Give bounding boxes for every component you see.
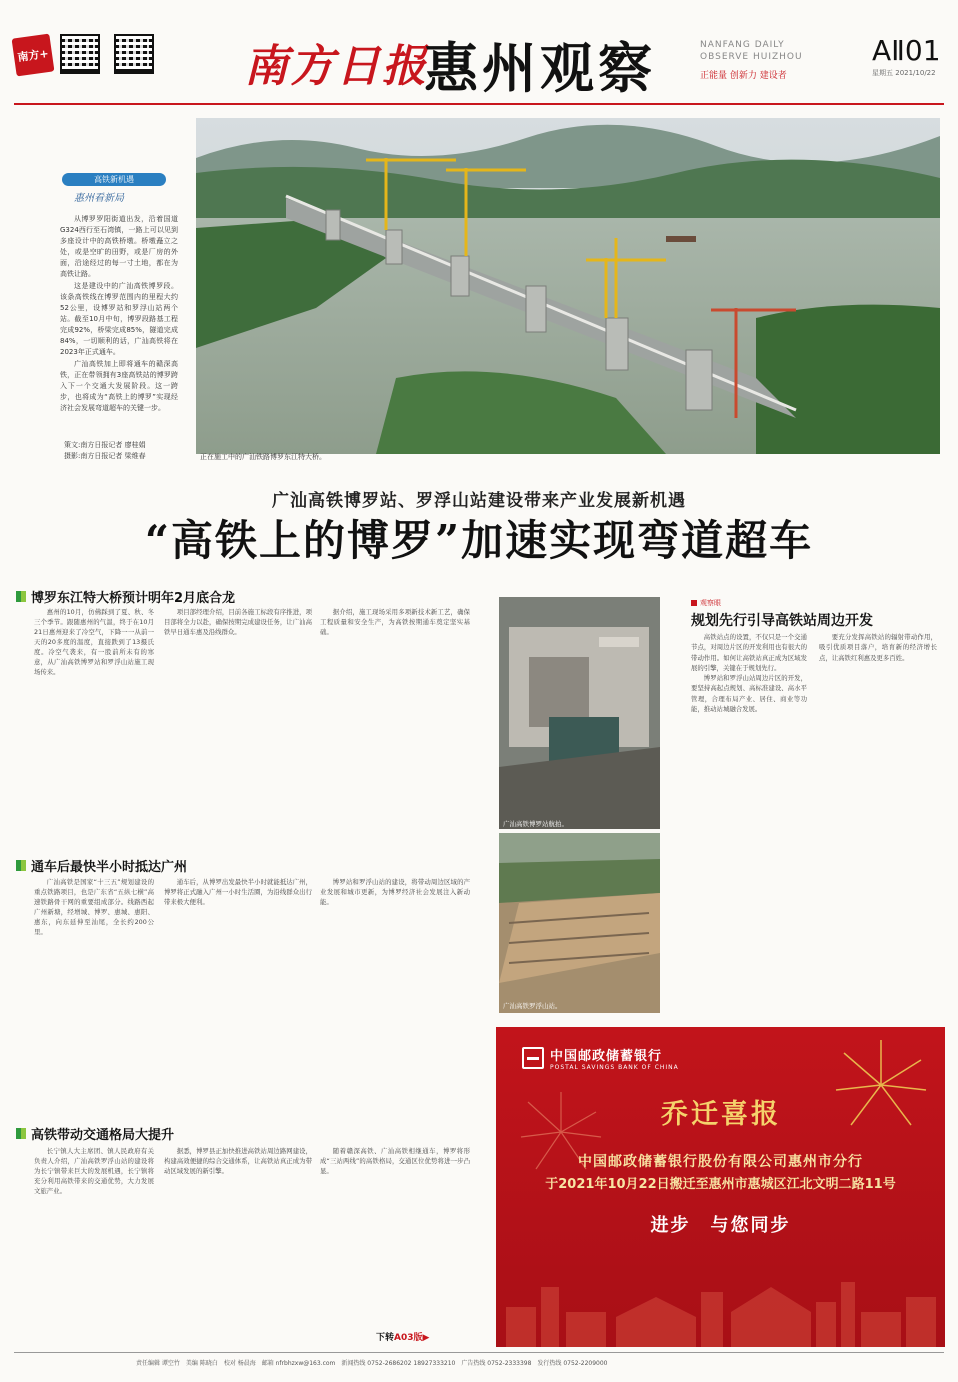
series-badge bbox=[46, 173, 176, 207]
bank-advertisement bbox=[496, 1027, 945, 1347]
commentary-tag: 观察眼 bbox=[691, 598, 721, 608]
series-tag: 高铁新机遇 bbox=[62, 173, 166, 186]
edition-name: 惠州观察 bbox=[424, 37, 656, 100]
section-1-column-1: 惠州的10月，仿佛踩到了夏、秋、冬三个季节。跟随惠州的气温，终于在10月21日惠州迎来了冷空气，下降一一从前一天的20多度的温度，直接跌到了13摄氏度。冷空气袭来，有一股前所未有的寒意，从广汕高铁博罗站和罗浮山站施工现场传来。 bbox=[34, 608, 154, 676]
page-number: AⅡ01 bbox=[872, 34, 941, 67]
text-credit: 策文:南方日报记者 廖桂娟 bbox=[64, 441, 146, 449]
photo-caption: 广汕高铁罗浮山站。 bbox=[503, 1002, 562, 1010]
bridge-construction-illustration bbox=[196, 118, 940, 454]
section-3-column-2: 据悉，博罗县正加快推进高铁站周边路网建设，构建高效便捷的综合交通体系，让高铁站真正成为带动区域发展的新引擎。 bbox=[164, 1147, 312, 1175]
section-marker-icon bbox=[16, 860, 26, 871]
bank-logo: 中国邮政储蓄银行 POSTAL SAVINGS BANK OF CHINA bbox=[522, 1045, 679, 1071]
section-3-column-1: 长宁镇人大主席团、镇人民政府有关负责人介绍，广汕高铁罗浮山站的建设将为长宁镇带来巨大的发展机遇，长宁镇将充分利用高铁带来的交通优势，大力发展文旅产业。 bbox=[34, 1147, 154, 1195]
hero-photo-caption: 正在施工中的广汕铁路博罗东江特大桥。 bbox=[200, 453, 326, 461]
subheadline: 广汕高铁博罗站、罗浮山站建设带来产业发展新机遇 bbox=[272, 491, 686, 511]
hero-photo-railway-bridge bbox=[196, 118, 940, 454]
paper-name: 南方日报 bbox=[244, 41, 428, 92]
masthead bbox=[14, 30, 944, 100]
byline bbox=[64, 440, 146, 462]
firework-icon bbox=[826, 1035, 936, 1135]
photo-credit: 摄影:南方日报记者 梁维春 bbox=[64, 452, 146, 460]
ad-address-line: 于2021年10月22日搬迁至惠州市惠城区江北文明二路11号 bbox=[545, 1177, 896, 1192]
intro-text bbox=[60, 214, 178, 415]
photo-caption: 广汕高铁博罗站航拍。 bbox=[503, 820, 568, 828]
city-skyline-icon bbox=[496, 1257, 945, 1347]
intro-paragraph: 这是建设中的广汕高铁博罗段。该条高铁线在博罗范围内的里程大约52公里，设博罗站和罗浮山站两个站。截至10月中旬，博罗段路基工程完成92%，桥梁完成85%，隧道完成84%，一切顺利的话，广汕高铁将在2023年正式通车。 bbox=[60, 282, 178, 356]
luofushan-station-photo bbox=[499, 833, 660, 1013]
masthead-rule bbox=[14, 103, 944, 105]
section-title-3: 高铁带动交通格局大提升 bbox=[16, 1124, 174, 1143]
english-name-2: OBSERVE HUIZHOU bbox=[700, 52, 803, 62]
section-2-column-3: 博罗站和罗浮山站的建设，将带动周边区域的产业发展和城市更新，为博罗经济社会发展注入新动能。 bbox=[320, 878, 470, 906]
ad-company-line: 中国邮政储蓄银行股份有限公司惠州市分行 bbox=[578, 1154, 863, 1170]
ad-slogan: 进步 与您同步 bbox=[650, 1215, 791, 1236]
masthead-slogan: 正能量 创新力 建设者 bbox=[700, 71, 787, 81]
section-2-column-1: 广汕高铁是国家“十三五”规划建设的重点铁路项目，也是广东省“五纵七横”高速铁路骨干网的重要组成部分。线路西起广州新塘，经增城、博罗、惠城、惠阳、惠东，向东延伸至汕尾，全长约200公里。 bbox=[34, 878, 154, 936]
section-marker-icon bbox=[16, 1128, 26, 1139]
section-2-column-2: 通车后，从博罗出发最快半小时就能抵达广州，博罗将正式融入广州一小时生活圈，为沿线群众出行带来极大便利。 bbox=[164, 878, 312, 906]
section-1-column-2: 项目部经理介绍，目前各施工标段有序推进，项目部将全力以赴，确保按期完成建设任务，让广汕高铁早日通车惠及沿线群众。 bbox=[164, 608, 312, 636]
intro-paragraph: 广汕高铁加上即将通车的赣深高铁，正在带领拥有3座高铁站的博罗跨入下一个交通大发展阶段。这一跨步，也将成为“高铁上的博罗”实现经济社会发展弯道超车的关键一步。 bbox=[60, 360, 178, 412]
commentary-title: 规划先行引导高铁站周边开发 bbox=[691, 613, 873, 629]
postal-bank-logo-icon bbox=[522, 1047, 544, 1069]
section-title-1: 博罗东江特大桥预计明年2月底合龙 bbox=[16, 587, 235, 606]
nanfang-plus-logo: 南方+ bbox=[12, 34, 55, 77]
page-footer: 责任编辑 谭空竹 美编 陈晓白 校对 杨晨海 邮箱 nfrbhzxw@163.com 新闻热线 0752-2686202 18927333210 广告热线 0752-2333398 发行热线 0752-2209000 bbox=[136, 1360, 608, 1367]
qr-code-icon bbox=[114, 34, 154, 74]
boluo-station-photo bbox=[499, 597, 660, 829]
footer-rule bbox=[14, 1352, 944, 1353]
page-date: 星期五 2021/10/22 bbox=[872, 69, 936, 77]
continue-note: 下转A03版▶ bbox=[376, 1333, 430, 1343]
section-3-column-3: 随着赣深高铁、广汕高铁相继通车，博罗将形成“三站两线”的高铁格局，交通区位优势将进一步凸显。 bbox=[320, 1147, 470, 1175]
intro-paragraph: 从博罗罗阳街道出发，沿着国道G324西行至石湾镇，一路上可以见到多座设计中的高铁桥墩。桥墩矗立之处，或是空旷的田野，或是厂房的外面，沿途经过的每一寸土地，都在为高铁让路。 bbox=[60, 215, 178, 278]
square-marker-icon bbox=[691, 600, 697, 606]
headline: “高铁上的博罗”加速实现弯道超车 bbox=[144, 516, 814, 565]
section-marker-icon bbox=[16, 591, 26, 602]
english-name-1: NANFANG DAILY bbox=[700, 40, 785, 50]
section-1-column-3: 据介绍，施工现场采用多项新技术新工艺，确保工程质量和安全生产，为高铁按期通车奠定坚实基础。 bbox=[320, 608, 470, 636]
ad-banner-title: 乔迁喜报 bbox=[661, 1099, 781, 1130]
section-title-2: 通车后最快半小时抵达广州 bbox=[16, 856, 187, 875]
commentary-column-1: 高铁站点的设置，不仅只是一个交通节点，对周边片区的开发利用也有很大的带动作用。如何让高铁站真正成为区域发展的引擎，关键在于规划先行。 博罗站和罗浮山站周边片区的开发，要坚持高起点规划、高标准建设、高水平管理，合理布局产业、居住、商业等功能，推动站城融合发展。 bbox=[691, 633, 807, 714]
commentary-column-2: 要充分发挥高铁站的辐射带动作用，吸引优质项目落户，培育新的经济增长点，让高铁红利惠及更多百姓。 bbox=[819, 633, 937, 662]
series-subtitle: 惠州看新局 bbox=[74, 193, 124, 204]
qr-code-icon bbox=[60, 34, 100, 74]
